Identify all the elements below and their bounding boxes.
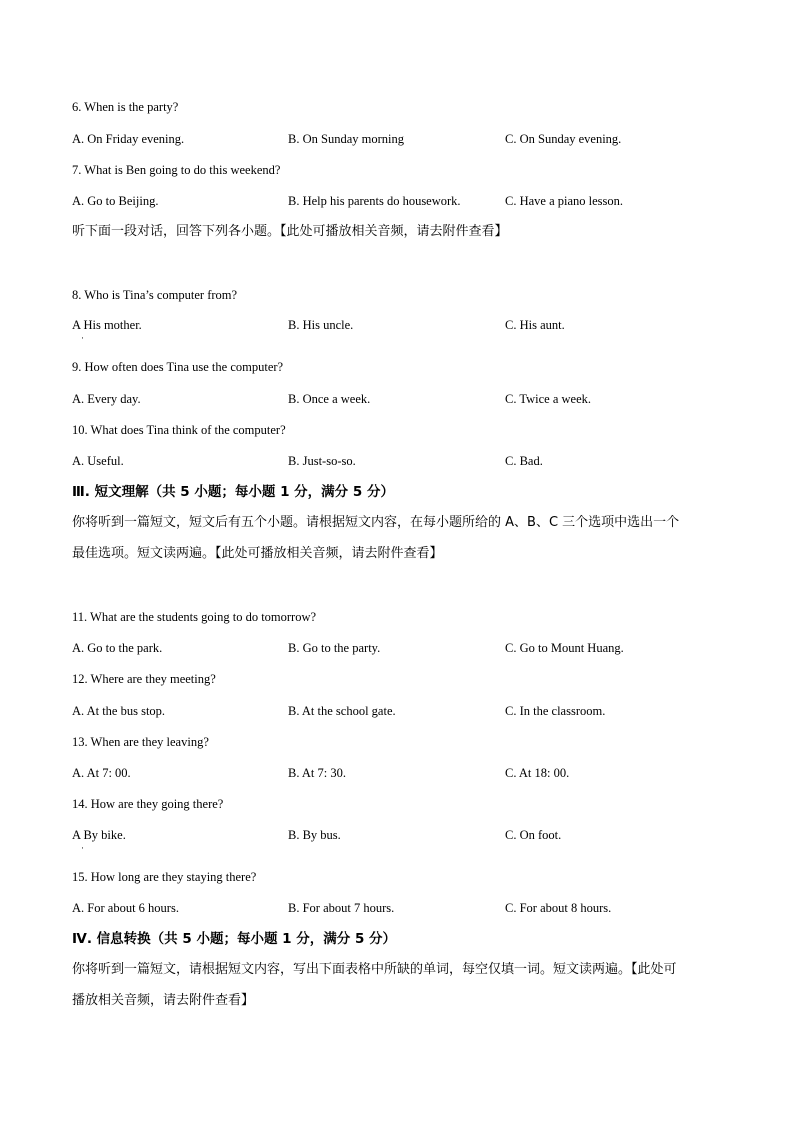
question-12: 12. Where are they meeting? xyxy=(72,672,216,686)
q13-option-b: B. At 7: 30. xyxy=(288,766,346,780)
question-9: 9. How often does Tina use the computer? xyxy=(72,360,284,374)
section-3-heading: Ⅲ. 短文理解（共 5 小题；每小题 1 分，满分 5 分） xyxy=(72,484,394,500)
section-4-instruction-line-1: 你将听到一篇短文，请根据短文内容，写出下面表格中所缺的单词，每空仅填一词。短文读两遍。【此处可 xyxy=(72,962,677,977)
q13-option-c: C. At 18: 00. xyxy=(505,766,570,780)
q11-option-b: B. Go to the party. xyxy=(288,641,381,655)
q13-option-a: A. At 7: 00. xyxy=(72,766,131,780)
question-10: 10. What does Tina think of the computer? xyxy=(72,423,286,437)
question-8: 8. Who is Tina’s computer from? xyxy=(72,288,238,302)
q8-option-c: C. His aunt. xyxy=(505,318,565,332)
question-6: 6. When is the party? xyxy=(72,100,179,114)
q11-option-a: A. Go to the park. xyxy=(72,641,163,655)
option-dot-mark: · xyxy=(81,843,84,853)
dialog-instruction: 听下面一段对话，回答下列各小题。【此处可播放相关音频，请去附件查看】 xyxy=(72,224,508,239)
q15-option-a: A. For about 6 hours. xyxy=(72,901,179,915)
q12-option-a: A. At the bus stop. xyxy=(72,704,166,718)
q7-option-a: A. Go to Beijing. xyxy=(72,194,159,208)
q11-option-c: C. Go to Mount Huang. xyxy=(505,641,624,655)
q6-option-c: C. On Sunday evening. xyxy=(505,132,622,146)
option-dot-mark: · xyxy=(81,333,84,343)
q8-option-b: B. His uncle. xyxy=(288,318,354,332)
q7-option-b: B. Help his parents do housework. xyxy=(288,194,461,208)
q14-option-c: C. On foot. xyxy=(505,828,562,842)
question-14: 14. How are they going there? xyxy=(72,797,224,811)
q7-option-c: C. Have a piano lesson. xyxy=(505,194,624,208)
q8-option-a: A His mother. xyxy=(72,318,142,332)
question-11: 11. What are the students going to do tomorrow? xyxy=(72,610,317,624)
section-4-instruction-line-2: 播放相关音频，请去附件查看】 xyxy=(72,993,255,1008)
q14-option-b: B. By bus. xyxy=(288,828,341,842)
q10-option-b: B. Just-so-so. xyxy=(288,454,356,468)
question-15: 15. How long are they staying there? xyxy=(72,870,257,884)
q9-option-c: C. Twice a week. xyxy=(505,392,592,406)
q6-option-a: A. On Friday evening. xyxy=(72,132,185,146)
q12-option-b: B. At the school gate. xyxy=(288,704,396,718)
q9-option-b: B. Once a week. xyxy=(288,392,371,406)
section-4-heading: Ⅳ. 信息转换（共 5 小题；每小题 1 分，满分 5 分） xyxy=(72,931,397,947)
q14-option-a: A By bike. xyxy=(72,828,126,842)
q6-option-b: B. On Sunday morning xyxy=(288,132,404,146)
q10-option-a: A. Useful. xyxy=(72,454,124,468)
question-13: 13. When are they leaving? xyxy=(72,735,209,749)
section-3-instruction-line-1: 你将听到一篇短文，短文后有五个小题。请根据短文内容，在每小题所给的 A、B、C 三个选项中选出一个 xyxy=(72,515,680,530)
q15-option-b: B. For about 7 hours. xyxy=(288,901,395,915)
question-7: 7. What is Ben going to do this weekend? xyxy=(72,163,281,177)
q9-option-a: A. Every day. xyxy=(72,392,141,406)
q15-option-c: C. For about 8 hours. xyxy=(505,901,612,915)
q10-option-c: C. Bad. xyxy=(505,454,543,468)
section-3-instruction-line-2: 最佳选项。短文读两遍。【此处可播放相关音频，请去附件查看】 xyxy=(72,546,443,561)
q12-option-c: C. In the classroom. xyxy=(505,704,606,718)
